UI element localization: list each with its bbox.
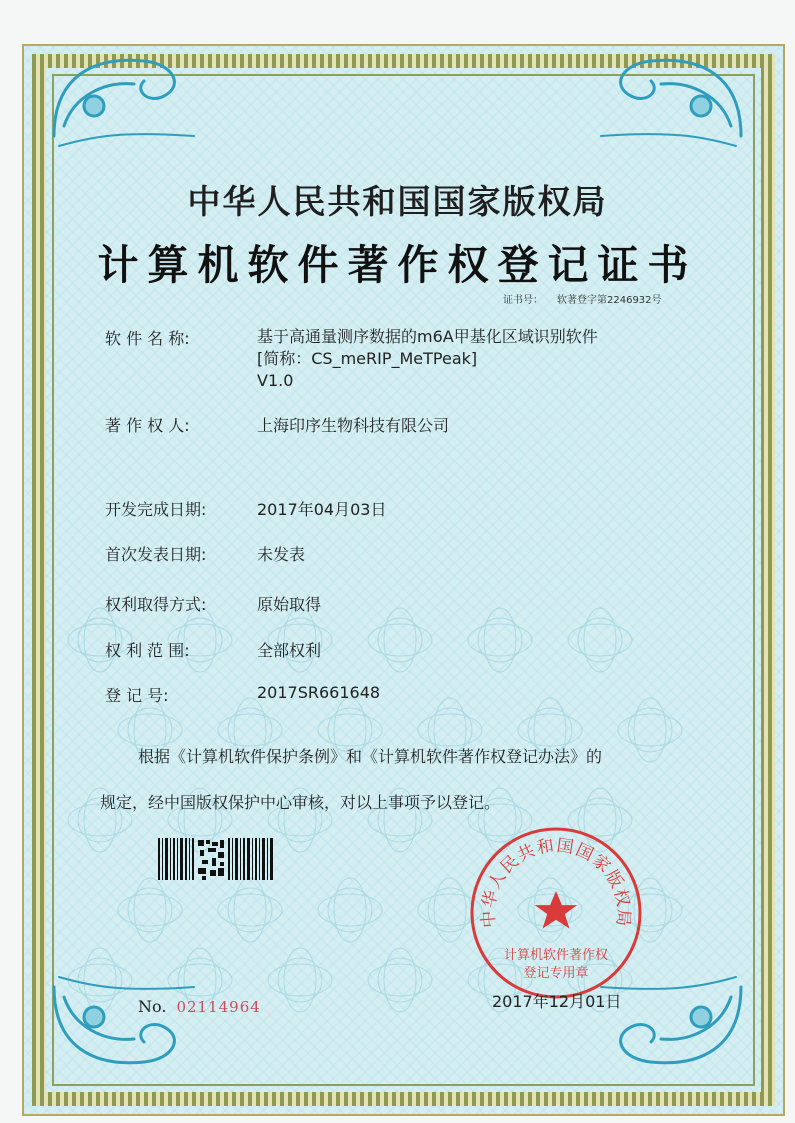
scope-label: 权 利 范 围: — [105, 641, 190, 660]
reg-no-label: 登 记 号: — [105, 686, 169, 705]
corner-ornament-icon — [34, 36, 204, 156]
serial-number — [138, 997, 261, 1016]
statement-line-2: 规定，经中国版权保护中心审核，对以上事项予以登记。 — [100, 793, 501, 812]
software-short-name: [简称：CS_meRIP_MeTPeak] — [257, 349, 478, 368]
issuing-authority: 中华人民共和国国家版权局 — [187, 182, 608, 221]
software-full-name: 基于高通量测序数据的m6A甲基化区域识别软件 — [257, 327, 598, 346]
certificate-number — [503, 291, 662, 306]
dev-date-label: 开发完成日期: — [105, 500, 207, 519]
corner-ornament-icon — [591, 36, 761, 156]
svg-text:中华人民共和国国家版权局: 中华人民共和国国家版权局 — [478, 835, 634, 929]
software-name-row — [105, 326, 598, 390]
statement-line-1: 根据《计算机软件保护条例》和《计算机软件著作权登记办法》的 — [138, 747, 603, 766]
seal-text-line-1: 计算机软件著作权 — [503, 948, 608, 963]
corner-ornament-icon — [34, 967, 204, 1087]
publish-date-value: 未发表 — [257, 545, 306, 564]
reg-no-value: 2017SR661648 — [257, 683, 381, 702]
publish-date-label: 首次发表日期: — [105, 545, 207, 564]
publish-date-row — [105, 542, 306, 565]
software-name-label: 软 件 名 称: — [105, 329, 190, 348]
certificate-number-label: 证书号： — [503, 295, 543, 306]
certificate-title: 计算机软件著作权登记证书 — [97, 241, 698, 289]
barcode-icon — [158, 838, 274, 880]
certificate-number-value: 软著登字第2246932号 — [557, 295, 662, 306]
acquire-label: 权利取得方式: — [105, 595, 207, 614]
software-version: V1.0 — [257, 371, 294, 390]
serial-number-value: 02114964 — [176, 998, 261, 1016]
dev-date-value: 2017年04月03日 — [257, 500, 387, 519]
acquire-value: 原始取得 — [257, 595, 322, 614]
reg-no-row — [105, 683, 381, 706]
software-name-value — [257, 326, 598, 392]
scope-row — [105, 638, 322, 661]
dev-date-row — [105, 497, 387, 520]
owner-label: 著 作 权 人: — [105, 416, 190, 435]
owner-value: 上海印序生物科技有限公司 — [257, 416, 450, 435]
seal-text-line-2: 登记专用章 — [523, 966, 589, 981]
owner-row — [105, 413, 450, 436]
acquire-row — [105, 592, 322, 615]
issue-date: 2017年12月01日 — [492, 992, 622, 1011]
scope-value: 全部权利 — [257, 641, 322, 660]
serial-number-label: No. — [138, 997, 167, 1016]
